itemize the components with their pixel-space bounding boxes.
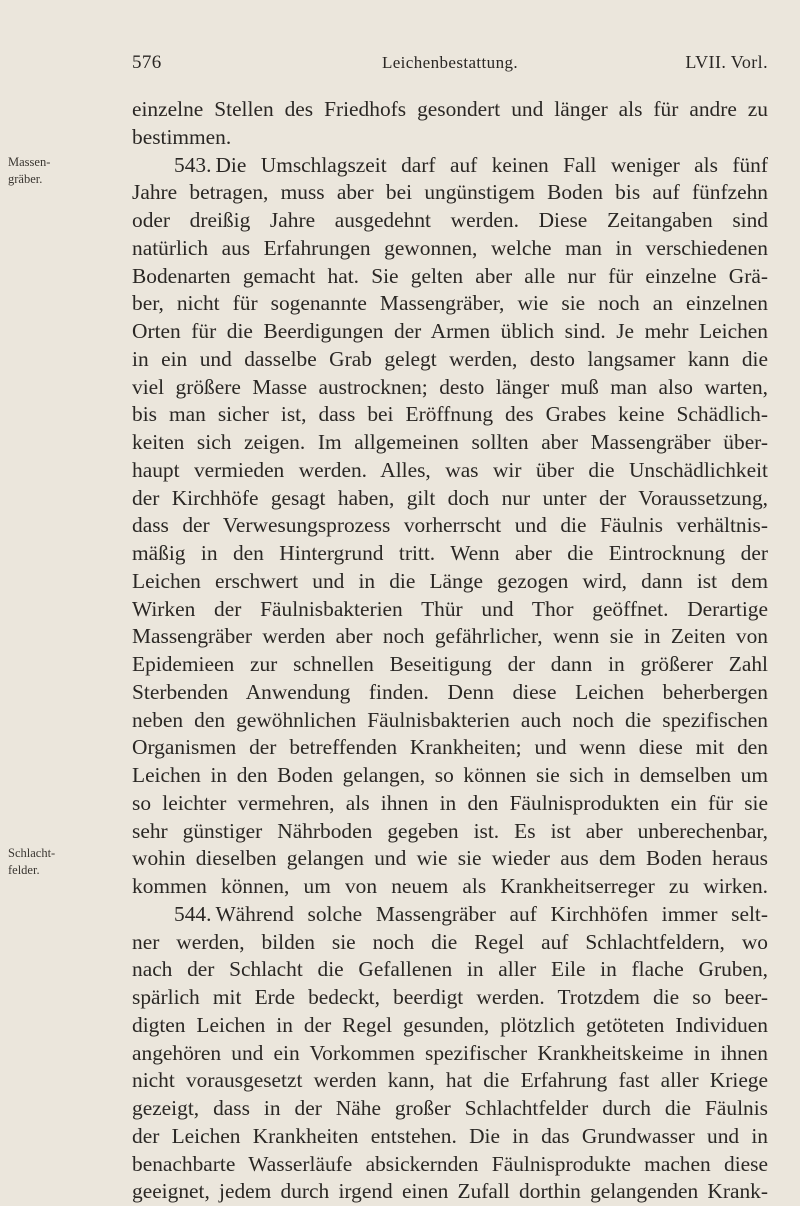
text-line: Leichen in den Boden gelangen, so können sie sich in demselben um <box>132 763 768 787</box>
text-line: Sterbenden Anwendung finden. Denn diese Leichen beherbergen <box>132 679 768 704</box>
paragraph-543-first-line <box>132 152 768 180</box>
margin-note-schlachtfelder: Schlacht- felder. <box>8 846 56 877</box>
text-line: einzelne Stellen des Friedhofs gesondert und länger als für andre zu <box>132 97 768 121</box>
page-number: 576 <box>132 52 162 73</box>
text-line: digten Leichen in der Regel gesunden, plötzlich getöteten Individuen <box>132 1012 768 1037</box>
text-line: ner werden, bilden sie noch die Regel auf Schlachtfeldern, wo <box>132 929 768 954</box>
text-line: angehören und ein Vorkommen spezifischer Krankheitskeime in ihnen <box>132 1040 768 1065</box>
running-title: Leichenbestattung. <box>381 53 519 72</box>
text-line: mäßig in den Hintergrund tritt. Wenn aber die Eintrocknung der <box>132 541 768 565</box>
text-line: Bodenarten gemacht hat. Sie gelten aber alle nur für einzelne Grä- <box>132 263 768 288</box>
margin-note-massengraeber: Massen- gräber. <box>8 155 51 186</box>
text-line: geeignet, jedem durch irgend einen Zufall dorthin gelangenden Krank- <box>132 1179 768 1204</box>
text-line: sehr günstiger Nährboden gegeben ist. Es ist aber unberechenbar, <box>132 818 768 843</box>
page-header <box>132 52 768 82</box>
section-label: LVII. Vorl. <box>685 52 768 72</box>
body-text <box>132 96 768 1206</box>
text-line: Orten für die Beerdigungen der Armen üblich sind. Je mehr Leichen <box>132 319 768 343</box>
text-line: ber, nicht für sogenannte Massengräber, wie sie noch an einzelnen <box>132 291 768 316</box>
text-line: Wirken der Fäulnisbakterien Thür und Thor geöffnet. Derartige <box>132 596 768 621</box>
text-line: Die Umschlagszeit darf auf keinen Fall weniger als fünf <box>215 152 768 177</box>
text-line: gezeigt, dass in der Nähe großer Schlachtfelder durch die Fäulnis <box>132 1096 768 1120</box>
text-line: keiten sich zeigen. Im allgemeinen sollten aber Massengräber über- <box>132 430 768 454</box>
text-line: natürlich aus Erfahrungen gewonnen, welche man in verschiedenen <box>132 235 768 260</box>
text-line: spärlich mit Erde bedeckt, beerdigt werden. Trotzdem die so beer- <box>132 985 768 1009</box>
text-line: Leichen erschwert und in die Länge gezogen wird, dann ist dem <box>132 568 768 593</box>
text-line: kommen können, um von neuem als Krankheitserreger zu wirken. <box>132 874 768 898</box>
text-line: wohin dieselben gelangen und wie sie wieder aus dem Boden heraus <box>132 846 768 871</box>
text-line: nach der Schlacht die Gefallenen in aller Eile in flache Gruben, <box>132 957 768 982</box>
text-line: viel größere Masse austrocknen; desto länger muß man also warten, <box>132 374 768 399</box>
text-line: nicht vorausgesetzt werden kann, hat die Erfahrung fast aller Kriege <box>132 1068 768 1093</box>
paragraph-544-first-line <box>132 901 768 929</box>
text-line: neben den gewöhnlichen Fäulnisbakterien auch noch die spezifischen <box>132 707 768 732</box>
text-line: haupt vermieden werden. Alles, was wir über die Unschädlichkeit <box>132 457 768 482</box>
text-line: oder dreißig Jahre ausgedehnt werden. Diese Zeitangaben sind <box>132 208 768 232</box>
text-line: bis man sicher ist, dass bei Eröffnung des Grabes keine Schädlich- <box>132 402 768 427</box>
text-line: Während solche Massengräber auf Kirchhöfen immer selt- <box>215 901 768 926</box>
text-line: Organismen der betreffenden Krankheiten; und wenn diese mit den <box>132 735 768 760</box>
text-line: benachbarte Wasserläufe absickernden Fäulnisprodukte machen diese <box>132 1151 768 1176</box>
text-line: der Kirchhöfe gesagt haben, gilt doch nur unter der Voraussetzung, <box>132 485 768 510</box>
text-line: dass der Verwesungsprozess vorherrscht und die Fäulnis verhältnis- <box>132 513 768 538</box>
text-line: Jahre betragen, muss aber bei ungünstigem Boden bis auf fünfzehn <box>132 180 768 205</box>
text-line: Massengräber werden aber noch gefährlicher, wenn sie in Zeiten von <box>132 624 768 649</box>
paragraph-number: 543. <box>174 152 212 177</box>
text-line: Epidemieen zur schnellen Beseitigung der dann in größerer Zahl <box>132 652 768 676</box>
text-line: in ein und dasselbe Grab gelegt werden, desto langsamer kann die <box>132 346 768 371</box>
text-line: so leichter vermehren, als ihnen in den Fäulnisprodukten ein für sie <box>132 790 768 815</box>
paragraph-number: 544. <box>174 901 212 926</box>
text-line: bestimmen. <box>132 124 232 149</box>
text-line: der Leichen Krankheiten entstehen. Die in das Grundwasser und in <box>132 1123 768 1148</box>
